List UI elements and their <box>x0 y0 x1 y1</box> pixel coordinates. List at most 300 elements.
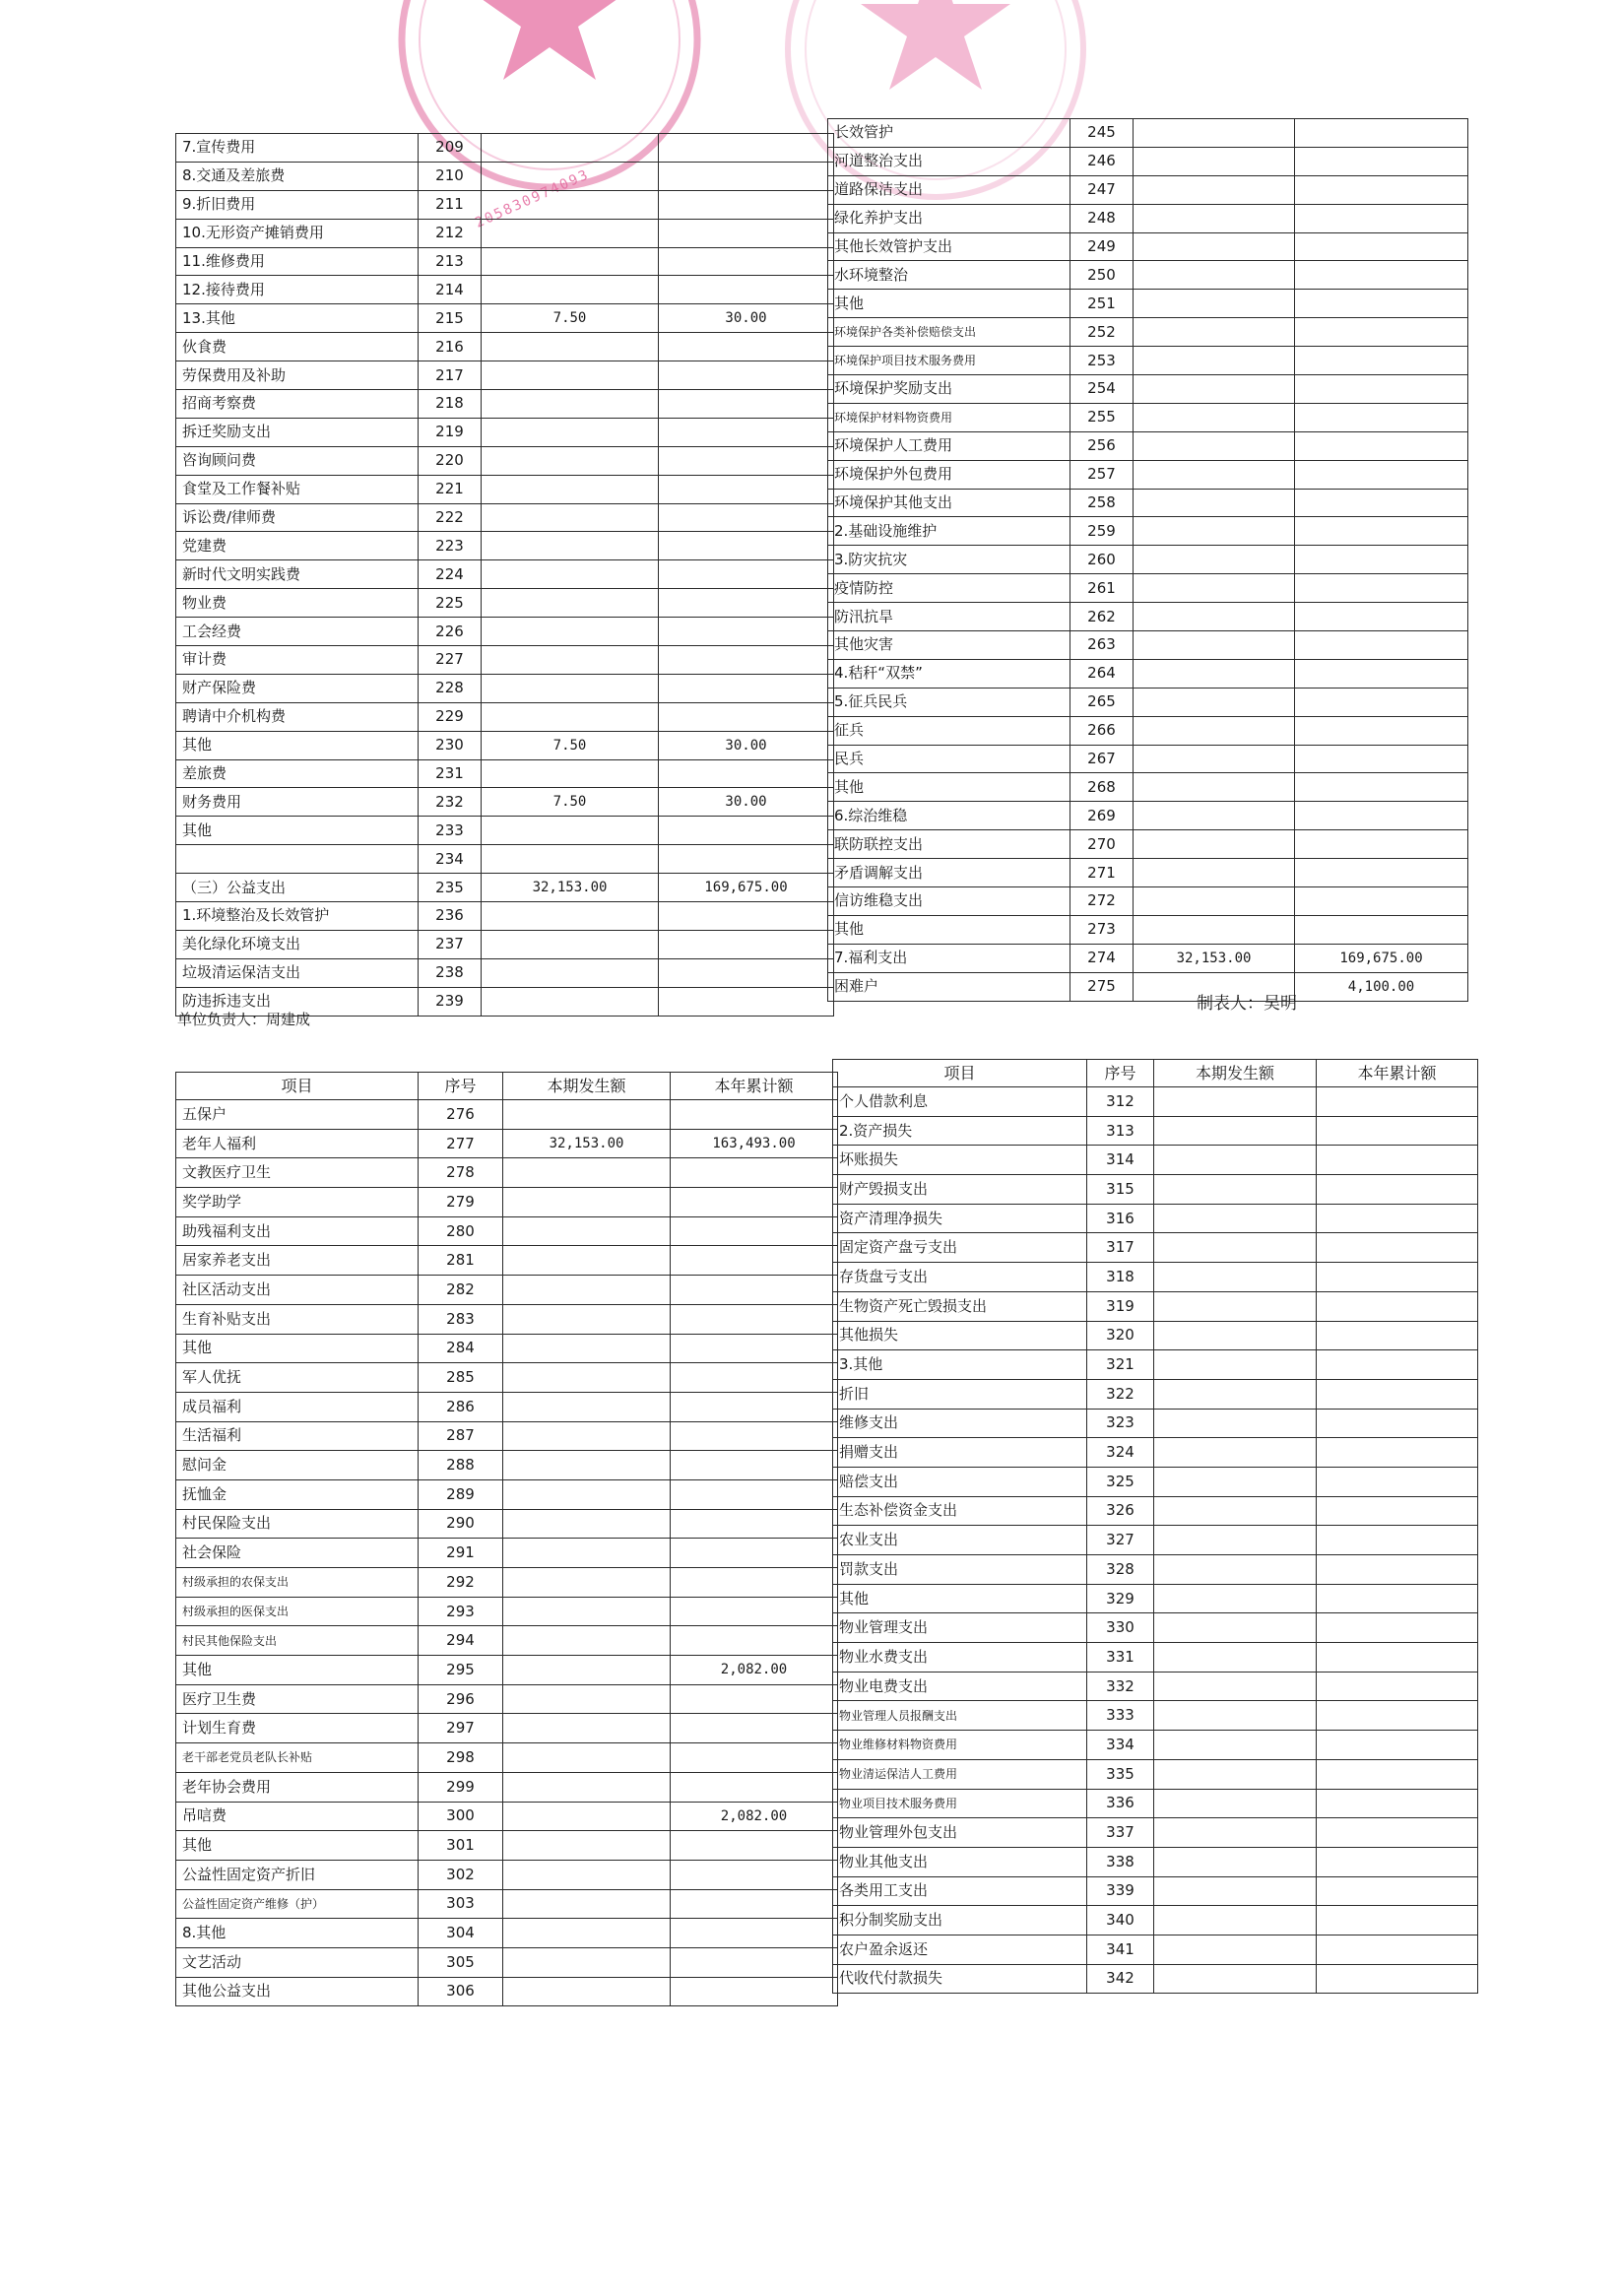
row-ytd-amount <box>1317 1233 1478 1263</box>
row-current-amount <box>482 219 659 247</box>
row-current-amount <box>1134 375 1295 404</box>
col-ytd-header: 本年累计额 <box>671 1073 838 1100</box>
table-row <box>176 1509 838 1539</box>
table-row <box>176 902 834 931</box>
row-seq: 281 <box>419 1246 503 1276</box>
table-row <box>176 1334 838 1363</box>
row-ytd-amount <box>1295 773 1468 802</box>
row-label: 财产保险费 <box>176 674 419 702</box>
row-current-amount <box>1154 1555 1317 1585</box>
row-ytd-amount <box>1295 546 1468 574</box>
row-ytd-amount <box>1317 1116 1478 1146</box>
row-current-amount <box>1154 1906 1317 1935</box>
table-row <box>176 1129 838 1158</box>
row-label <box>176 845 419 874</box>
table-row <box>176 1656 838 1685</box>
table-row <box>833 1204 1478 1233</box>
row-current-amount <box>1154 1321 1317 1350</box>
row-seq: 330 <box>1087 1613 1154 1643</box>
row-ytd-amount <box>671 1919 838 1948</box>
row-label: 8.其他 <box>176 1919 419 1948</box>
table-row <box>833 1759 1478 1789</box>
row-current-amount <box>1154 1731 1317 1760</box>
row-seq: 276 <box>419 1100 503 1130</box>
row-seq: 235 <box>419 874 482 902</box>
row-ytd-amount <box>659 276 834 304</box>
table-row <box>828 290 1468 318</box>
row-label: 维修支出 <box>833 1409 1087 1438</box>
row-label: 计划生育费 <box>176 1714 419 1743</box>
table-row <box>833 1555 1478 1585</box>
row-label: 河道整治支出 <box>828 147 1070 175</box>
row-label: 其他 <box>176 1334 419 1363</box>
row-label: 捐赠支出 <box>833 1438 1087 1468</box>
row-ytd-amount <box>1317 1789 1478 1818</box>
row-seq: 236 <box>419 902 482 931</box>
table-row <box>828 859 1468 887</box>
table-row <box>828 915 1468 944</box>
table-row <box>176 731 834 759</box>
row-seq: 231 <box>419 759 482 788</box>
row-label: 各类用工支出 <box>833 1876 1087 1906</box>
row-seq: 331 <box>1087 1643 1154 1673</box>
row-seq: 255 <box>1070 403 1134 431</box>
row-ytd-amount <box>659 162 834 190</box>
row-label: 奖学助学 <box>176 1188 419 1217</box>
row-ytd-amount <box>1295 290 1468 318</box>
row-seq: 250 <box>1070 261 1134 290</box>
table-row <box>828 887 1468 916</box>
row-label: 五保户 <box>176 1100 419 1130</box>
row-ytd-amount <box>1317 1906 1478 1935</box>
row-seq: 314 <box>1087 1146 1154 1175</box>
table-row <box>176 1216 838 1246</box>
row-current-amount <box>1134 859 1295 887</box>
table-row <box>176 162 834 190</box>
row-ytd-amount <box>1295 403 1468 431</box>
table-row <box>176 1158 838 1188</box>
table-row <box>833 1613 1478 1643</box>
row-label: 物业其他支出 <box>833 1847 1087 1876</box>
row-ytd-amount: 30.00 <box>659 788 834 817</box>
row-ytd-amount <box>671 1276 838 1305</box>
row-label: （三）公益支出 <box>176 874 419 902</box>
row-label: 劳保费用及补助 <box>176 361 419 390</box>
table-row <box>828 232 1468 261</box>
row-ytd-amount: 30.00 <box>659 731 834 759</box>
row-label: 老年协会费用 <box>176 1772 419 1802</box>
row-ytd-amount <box>659 987 834 1016</box>
row-ytd-amount <box>1295 631 1468 660</box>
row-label: 民兵 <box>828 745 1070 773</box>
row-seq: 323 <box>1087 1409 1154 1438</box>
row-ytd-amount <box>671 1363 838 1393</box>
row-label: 慰问金 <box>176 1451 419 1480</box>
row-label: 生物资产死亡毁损支出 <box>833 1291 1087 1321</box>
row-seq: 225 <box>419 589 482 618</box>
row-current-amount <box>503 1158 671 1188</box>
row-label: 吊唁费 <box>176 1802 419 1831</box>
row-label: 防违拆违支出 <box>176 987 419 1016</box>
row-label: 积分制奖励支出 <box>833 1906 1087 1935</box>
row-label: 村级承担的医保支出 <box>176 1597 419 1626</box>
row-seq: 335 <box>1087 1759 1154 1789</box>
row-seq: 280 <box>419 1216 503 1246</box>
table-row <box>176 817 834 845</box>
row-current-amount <box>1134 147 1295 175</box>
row-current-amount <box>503 1216 671 1246</box>
row-current-amount <box>1154 1526 1317 1555</box>
row-seq: 221 <box>419 475 482 503</box>
row-seq: 261 <box>1070 574 1134 603</box>
row-label: 其他 <box>828 915 1070 944</box>
table-row <box>828 688 1468 716</box>
row-seq: 237 <box>419 930 482 958</box>
row-seq: 223 <box>419 532 482 560</box>
table-row <box>176 646 834 675</box>
row-label: 聘请中介机构费 <box>176 702 419 731</box>
row-ytd-amount: 30.00 <box>659 304 834 333</box>
row-ytd-amount <box>1317 1526 1478 1555</box>
row-current-amount <box>482 702 659 731</box>
row-current-amount <box>503 1568 671 1598</box>
row-ytd-amount <box>671 1421 838 1451</box>
row-ytd-amount <box>659 674 834 702</box>
table-row <box>833 1935 1478 1964</box>
row-seq: 294 <box>419 1626 503 1656</box>
row-current-amount: 32,153.00 <box>1134 944 1295 972</box>
row-current-amount: 7.50 <box>482 304 659 333</box>
row-ytd-amount <box>1317 1672 1478 1701</box>
row-current-amount <box>1154 1467 1317 1496</box>
table-row <box>828 119 1468 148</box>
table-row <box>833 1291 1478 1321</box>
row-seq: 265 <box>1070 688 1134 716</box>
row-ytd-amount <box>671 1684 838 1714</box>
row-label: 抚恤金 <box>176 1479 419 1509</box>
row-label: 物业管理外包支出 <box>833 1818 1087 1848</box>
table-row <box>828 716 1468 745</box>
row-seq: 326 <box>1087 1496 1154 1526</box>
row-label: 公益性固定资产维修（护） <box>176 1889 419 1919</box>
table-row <box>176 1188 838 1217</box>
row-ytd-amount <box>1295 574 1468 603</box>
row-seq: 253 <box>1070 347 1134 375</box>
expense-table-bottom-right <box>832 1059 1478 1994</box>
row-ytd-amount <box>1295 915 1468 944</box>
row-ytd-amount: 4,100.00 <box>1295 972 1468 1001</box>
row-ytd-amount <box>659 418 834 446</box>
col-seq-header: 序号 <box>1087 1060 1154 1087</box>
row-current-amount <box>1154 1204 1317 1233</box>
row-seq: 212 <box>419 219 482 247</box>
row-seq: 288 <box>419 1451 503 1480</box>
row-current-amount <box>482 361 659 390</box>
table-row <box>833 1526 1478 1555</box>
row-ytd-amount <box>671 1392 838 1421</box>
row-current-amount <box>1134 659 1295 688</box>
table-row <box>176 1304 838 1334</box>
row-current-amount <box>1154 1876 1317 1906</box>
row-seq: 305 <box>419 1947 503 1977</box>
table-row <box>176 1977 838 2006</box>
row-seq: 219 <box>419 418 482 446</box>
row-current-amount <box>482 817 659 845</box>
row-current-amount <box>482 418 659 446</box>
row-seq: 228 <box>419 674 482 702</box>
table-row <box>176 1714 838 1743</box>
row-seq: 289 <box>419 1479 503 1509</box>
row-ytd-amount <box>1295 859 1468 887</box>
row-ytd-amount <box>1317 1291 1478 1321</box>
row-current-amount <box>482 162 659 190</box>
row-current-amount <box>482 390 659 419</box>
table-row <box>833 1379 1478 1409</box>
row-current-amount <box>503 1656 671 1685</box>
row-seq: 318 <box>1087 1263 1154 1292</box>
row-seq: 217 <box>419 361 482 390</box>
row-ytd-amount <box>1317 1175 1478 1205</box>
row-ytd-amount <box>1317 1731 1478 1760</box>
row-ytd-amount <box>1317 1438 1478 1468</box>
row-seq: 341 <box>1087 1935 1154 1964</box>
row-current-amount <box>482 503 659 532</box>
table-row <box>833 1321 1478 1350</box>
row-current-amount <box>1134 802 1295 830</box>
row-seq: 210 <box>419 162 482 190</box>
row-label: 其他 <box>176 1831 419 1861</box>
row-current-amount <box>1134 347 1295 375</box>
row-seq: 303 <box>419 1889 503 1919</box>
row-label: 2.资产损失 <box>833 1116 1087 1146</box>
table-row <box>828 944 1468 972</box>
table-row <box>828 175 1468 204</box>
header-row <box>176 1073 838 1100</box>
row-seq: 315 <box>1087 1175 1154 1205</box>
row-current-amount: 32,153.00 <box>482 874 659 902</box>
table-row <box>176 361 834 390</box>
table-row <box>176 1597 838 1626</box>
row-seq: 218 <box>419 390 482 419</box>
row-seq: 246 <box>1070 147 1134 175</box>
row-label: 村民保险支出 <box>176 1509 419 1539</box>
unit-responsible-note: 单位负责人：周建成 <box>177 1011 311 1028</box>
row-label: 物业水费支出 <box>833 1643 1087 1673</box>
row-current-amount <box>1134 574 1295 603</box>
row-label: 农户盈余返还 <box>833 1935 1087 1964</box>
row-seq: 338 <box>1087 1847 1154 1876</box>
row-seq: 213 <box>419 247 482 276</box>
table-row <box>833 1731 1478 1760</box>
table-row <box>176 1860 838 1889</box>
row-label: 3.防灾抗灾 <box>828 546 1070 574</box>
row-label: 环境保护项目技术服务费用 <box>828 347 1070 375</box>
row-label: 生育补贴支出 <box>176 1304 419 1334</box>
row-label: 其他 <box>828 773 1070 802</box>
row-label: 4.秸秆“双禁” <box>828 659 1070 688</box>
row-seq: 260 <box>1070 546 1134 574</box>
col-seq-header: 序号 <box>419 1073 503 1100</box>
row-current-amount <box>503 1684 671 1714</box>
row-label: 环境保护其他支出 <box>828 489 1070 517</box>
table-row <box>176 247 834 276</box>
table-row <box>828 403 1468 431</box>
row-seq: 258 <box>1070 489 1134 517</box>
row-seq: 256 <box>1070 431 1134 460</box>
row-current-amount <box>1154 1847 1317 1876</box>
row-seq: 266 <box>1070 716 1134 745</box>
row-current-amount <box>1134 830 1295 859</box>
row-label: 垃圾清运保洁支出 <box>176 958 419 987</box>
row-current-amount <box>482 902 659 931</box>
row-seq: 291 <box>419 1539 503 1568</box>
row-current-amount <box>1134 290 1295 318</box>
row-current-amount <box>482 930 659 958</box>
row-current-amount <box>1154 1087 1317 1117</box>
row-ytd-amount <box>671 1216 838 1246</box>
table-row <box>176 532 834 560</box>
row-seq: 292 <box>419 1568 503 1598</box>
row-label: 助残福利支出 <box>176 1216 419 1246</box>
row-current-amount <box>1154 1643 1317 1673</box>
bottom-right-body <box>833 1087 1478 1994</box>
table-row <box>176 958 834 987</box>
row-current-amount <box>482 134 659 163</box>
row-ytd-amount <box>671 1831 838 1861</box>
row-current-amount <box>1154 1613 1317 1643</box>
row-label: 6.综治维稳 <box>828 802 1070 830</box>
row-ytd-amount <box>671 1860 838 1889</box>
row-ytd-amount <box>671 1714 838 1743</box>
row-label: 坏账损失 <box>833 1146 1087 1175</box>
row-current-amount <box>1154 1935 1317 1964</box>
row-current-amount <box>482 618 659 646</box>
row-label: 文艺活动 <box>176 1947 419 1977</box>
row-label: 7.福利支出 <box>828 944 1070 972</box>
row-ytd-amount <box>1317 1496 1478 1526</box>
row-current-amount <box>503 1714 671 1743</box>
row-label: 其他公益支出 <box>176 1977 419 2006</box>
row-label: 生态补偿资金支出 <box>833 1496 1087 1526</box>
table-row <box>176 390 834 419</box>
row-ytd-amount <box>1295 375 1468 404</box>
row-label: 长效管护 <box>828 119 1070 148</box>
row-label: 物业维修材料物资费用 <box>833 1731 1087 1760</box>
row-current-amount <box>503 1977 671 2006</box>
row-current-amount <box>482 958 659 987</box>
row-label: 物业电费支出 <box>833 1672 1087 1701</box>
row-current-amount <box>1134 431 1295 460</box>
row-current-amount <box>503 1363 671 1393</box>
table-row <box>176 446 834 475</box>
row-seq: 216 <box>419 333 482 361</box>
row-current-amount <box>482 987 659 1016</box>
expense-table-top-left <box>175 133 834 1017</box>
row-current-amount <box>1154 1584 1317 1613</box>
row-seq: 245 <box>1070 119 1134 148</box>
table-row <box>176 503 834 532</box>
row-ytd-amount <box>1317 1759 1478 1789</box>
row-label: 环境保护外包费用 <box>828 460 1070 489</box>
row-seq: 267 <box>1070 745 1134 773</box>
row-ytd-amount <box>671 1334 838 1363</box>
table-row <box>828 204 1468 232</box>
row-label: 其他损失 <box>833 1321 1087 1350</box>
row-ytd-amount <box>671 1568 838 1598</box>
table-row <box>828 489 1468 517</box>
bottom-left-body <box>176 1100 838 2006</box>
row-current-amount <box>503 1451 671 1480</box>
row-current-amount <box>503 1334 671 1363</box>
row-current-amount <box>503 1539 671 1568</box>
table-row <box>833 1233 1478 1263</box>
row-seq: 304 <box>419 1919 503 1948</box>
row-seq: 272 <box>1070 887 1134 916</box>
row-seq: 286 <box>419 1392 503 1421</box>
table-row <box>833 1175 1478 1205</box>
table-row <box>828 574 1468 603</box>
row-ytd-amount <box>1295 745 1468 773</box>
row-seq: 313 <box>1087 1116 1154 1146</box>
row-ytd-amount <box>1295 887 1468 916</box>
row-current-amount <box>503 1919 671 1948</box>
table-row <box>833 1672 1478 1701</box>
table-row <box>833 1701 1478 1731</box>
row-label: 其他长效管护支出 <box>828 232 1070 261</box>
row-seq: 254 <box>1070 375 1134 404</box>
preparer-note: 制表人：吴明 <box>1197 994 1297 1014</box>
row-current-amount <box>1134 261 1295 290</box>
table-row <box>176 1246 838 1276</box>
seal-code: 205830974093 <box>473 166 592 231</box>
row-label: 5.征兵民兵 <box>828 688 1070 716</box>
row-ytd-amount <box>671 1539 838 1568</box>
row-current-amount <box>1134 318 1295 347</box>
row-label: 11.维修费用 <box>176 247 419 276</box>
table-row <box>176 1889 838 1919</box>
table-row <box>176 1568 838 1598</box>
row-current-amount <box>1134 688 1295 716</box>
row-label: 12.接待费用 <box>176 276 419 304</box>
row-ytd-amount <box>1295 261 1468 290</box>
row-seq: 249 <box>1070 232 1134 261</box>
row-label: 物业管理支出 <box>833 1613 1087 1643</box>
row-ytd-amount <box>1295 830 1468 859</box>
row-label: 困难户 <box>828 972 1070 1001</box>
table-row <box>176 475 834 503</box>
row-ytd-amount <box>1295 489 1468 517</box>
row-seq: 295 <box>419 1656 503 1685</box>
row-current-amount <box>482 646 659 675</box>
row-label: 社区活动支出 <box>176 1276 419 1305</box>
row-label: 绿化养护支出 <box>828 204 1070 232</box>
row-label: 其他 <box>176 731 419 759</box>
row-current-amount <box>1134 716 1295 745</box>
row-label: 物业管理人员报酬支出 <box>833 1701 1087 1731</box>
col-item-header: 项目 <box>833 1060 1087 1087</box>
row-seq: 339 <box>1087 1876 1154 1906</box>
row-seq: 220 <box>419 446 482 475</box>
row-ytd-amount <box>1317 1935 1478 1964</box>
row-seq: 300 <box>419 1802 503 1831</box>
row-ytd-amount <box>1317 1146 1478 1175</box>
table-row <box>176 304 834 333</box>
row-seq: 259 <box>1070 517 1134 546</box>
row-current-amount <box>1154 1759 1317 1789</box>
row-ytd-amount <box>1295 204 1468 232</box>
row-seq: 279 <box>419 1188 503 1217</box>
row-seq: 211 <box>419 190 482 219</box>
